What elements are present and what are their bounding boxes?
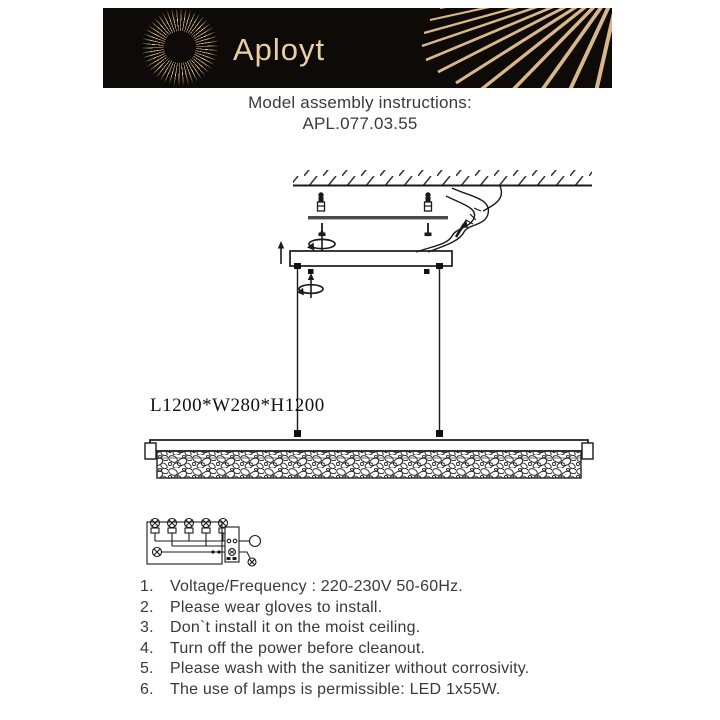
wall-anchor-icon bbox=[318, 193, 432, 211]
item-number: 1. bbox=[140, 578, 154, 595]
list-item bbox=[140, 680, 660, 701]
instructions-title: Model assembly instructions: bbox=[248, 93, 472, 112]
list-item bbox=[140, 659, 660, 680]
item-text: Don`t install it on the moist ceiling. bbox=[170, 619, 421, 636]
item-text: Turn off the power before cleanout. bbox=[170, 639, 426, 657]
list-item bbox=[140, 577, 660, 598]
screw-icon bbox=[319, 223, 431, 236]
instruction-list bbox=[140, 577, 660, 700]
driver-block bbox=[225, 527, 239, 562]
lamp-icons bbox=[151, 519, 228, 547]
list-item bbox=[140, 618, 660, 639]
wiring-schematic bbox=[147, 519, 261, 567]
model-number: APL.077.03.55 bbox=[302, 114, 418, 133]
item-number: 6. bbox=[140, 680, 154, 698]
dimension-label: L1200*W280*H1200 bbox=[150, 395, 325, 416]
list-item bbox=[140, 639, 660, 660]
item-number: 5. bbox=[140, 660, 154, 677]
rotate-arrow-icon bbox=[297, 273, 323, 298]
item-text: Voltage/Frequency : 220-230V 50-60Hz. bbox=[170, 578, 463, 595]
crystal-band bbox=[157, 451, 581, 478]
rotate-arrow-icon bbox=[307, 229, 335, 253]
item-number: 2. bbox=[140, 598, 154, 616]
ceiling-hatch bbox=[293, 170, 592, 186]
mounting-bracket bbox=[308, 216, 448, 219]
item-number: 3. bbox=[140, 619, 154, 636]
terminal-circle-icon bbox=[250, 536, 261, 547]
brand-name: Aployt bbox=[233, 32, 326, 67]
lamp-icon bbox=[248, 558, 256, 566]
item-number: 4. bbox=[140, 639, 154, 657]
item-text: Please wash with the sanitizer without corrosivity. bbox=[170, 660, 530, 677]
lift-arrow-icon bbox=[278, 241, 284, 264]
lamp-icon bbox=[153, 548, 162, 557]
item-text: Please wear gloves to install. bbox=[170, 598, 383, 616]
item-text: The use of lamps is permissible: LED 1x55W. bbox=[170, 680, 501, 698]
list-item bbox=[140, 598, 660, 619]
canopy-plate bbox=[290, 251, 452, 266]
